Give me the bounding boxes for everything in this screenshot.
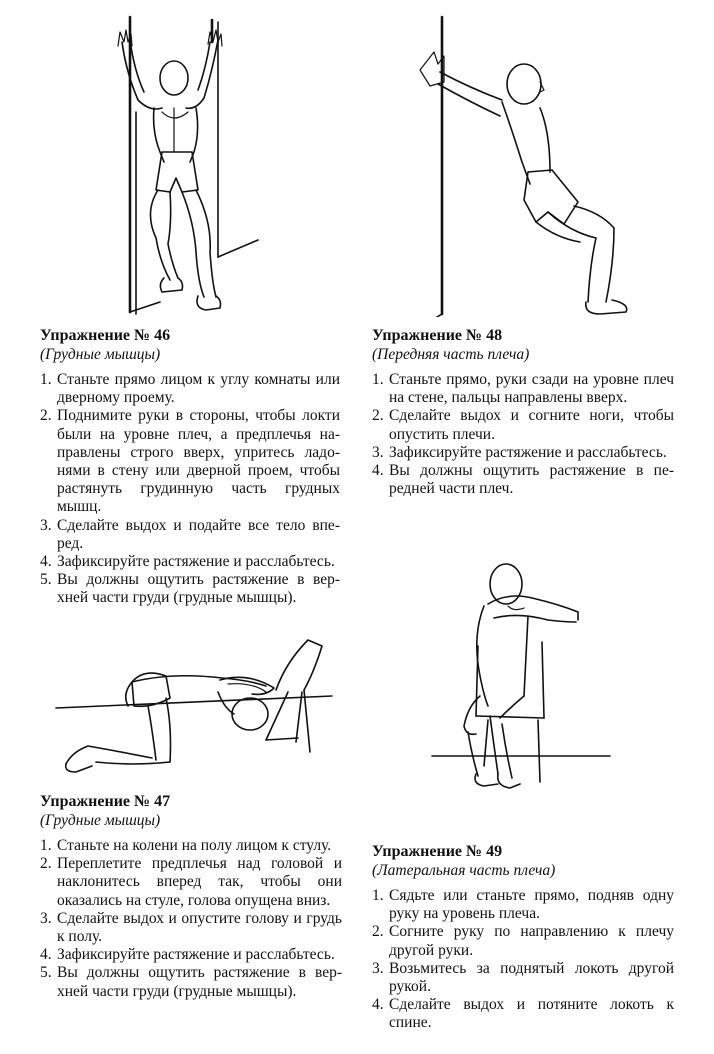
step-item [372,960,674,996]
step-number: 1. [40,371,52,388]
exercise-title: Упражнение № 46 [40,327,171,344]
step-number: 2. [372,407,384,425]
step-item [372,462,674,498]
step-number: 4. [40,553,52,571]
steps-list [372,887,674,1033]
step-text: Зафиксируйте растяжение и расслабьтесь. [389,443,667,461]
step-item [372,444,674,462]
step-item [372,996,674,1032]
step-text: Согните руку по направлению к плечу другой руки. [389,923,674,959]
step-number: 3. [372,443,384,461]
exercise-subtitle: (Передняя часть плеча) [372,346,530,363]
illustration-exercise-47 [52,632,352,782]
exercise-subtitle: (Латеральная часть плеча) [372,862,556,879]
steps-list [372,371,674,498]
exercise-46 [40,326,340,608]
step-text: Сядьте или станьте прямо, подняв одну руку на уровень плеча. [389,887,674,923]
exercise-48 [372,326,674,498]
step-number: 2. [40,855,52,873]
step-text: Вы должны ощутить растяжение в верхней части груди (грудные мышцы). [57,571,340,607]
step-item [40,837,342,855]
step-item [40,371,340,407]
illustration-exercise-49 [428,556,614,792]
illustration-exercise-46 [100,12,270,317]
step-number: 4. [40,946,52,964]
illustration-exercise-48 [400,12,645,317]
step-item [40,910,342,946]
step-text: Вы должны ощутить растяжение в передней части плеч. [389,462,674,498]
step-item [372,407,674,443]
steps-list [40,371,340,608]
step-item [372,371,674,407]
step-text: Поднимите руки в стороны, чтобы локти были на уровне плеч, а предплечья направлены строго вверх, упритесь ладонями в стену или дверной проем, чтобы растянуть грудинную часть грудных мышц. [57,407,340,516]
step-item [40,553,340,571]
step-text: Станьте прямо лицом к углу комнаты или дверному проему. [57,371,340,407]
step-text: Зафиксируйте растяжение и расслабьтесь. [57,553,335,571]
exercise-subtitle: (Грудные мышцы) [40,346,161,363]
step-number: 3. [372,959,384,977]
step-number: 1. [372,371,384,388]
step-item [40,571,340,607]
step-number: 5. [40,964,52,982]
step-item [40,964,342,1000]
exercise-subtitle: (Грудные мышцы) [40,812,161,829]
step-number: 1. [40,837,52,854]
step-text: Вы должны ощутить растяжение в верхней части груди (грудные мышцы). [57,964,342,1000]
step-number: 2. [40,407,52,425]
step-text: Сделайте выдох и согните ноги, чтобы опустить плечи. [389,407,674,443]
step-number: 4. [372,462,384,480]
step-item [40,946,342,964]
steps-list [40,837,342,1001]
step-number: 4. [372,996,384,1014]
step-text: Сделайте выдох и опустите голову и грудь к полу. [57,909,342,946]
step-number: 3. [40,909,52,927]
step-item [372,887,674,923]
step-text: Станьте прямо, руки сзади на уровне плеч на стене, пальцы направлены вверх. [389,371,674,407]
step-item [372,923,674,959]
exercise-title: Упражнение № 47 [40,793,171,810]
exercise-47 [40,792,342,1001]
exercise-title: Упражнение № 49 [372,843,503,860]
exercise-title: Упражнение № 48 [372,327,503,344]
step-item [40,855,342,910]
step-number: 3. [40,516,52,534]
step-text: Сделайте выдох и потяните локоть к спине. [389,996,674,1032]
exercise-49 [372,842,674,1033]
step-item [40,517,340,553]
step-text: Сделайте выдох и подайте все тело вперед. [57,516,340,552]
step-text: Переплетите предплечья над головой и наклонитесь вперед так, чтобы они оказались на стуле, голова опущена вниз. [57,855,342,909]
step-text: Зафиксируйте растяжение и расслабьтесь. [57,946,335,964]
step-number: 2. [372,923,384,941]
step-text: Станьте на колени на полу лицом к стулу. [57,837,332,854]
step-item [40,407,340,516]
step-number: 1. [372,887,384,904]
step-number: 5. [40,571,52,589]
step-text: Возьмитесь за поднятый локоть другой рукой. [389,959,674,996]
